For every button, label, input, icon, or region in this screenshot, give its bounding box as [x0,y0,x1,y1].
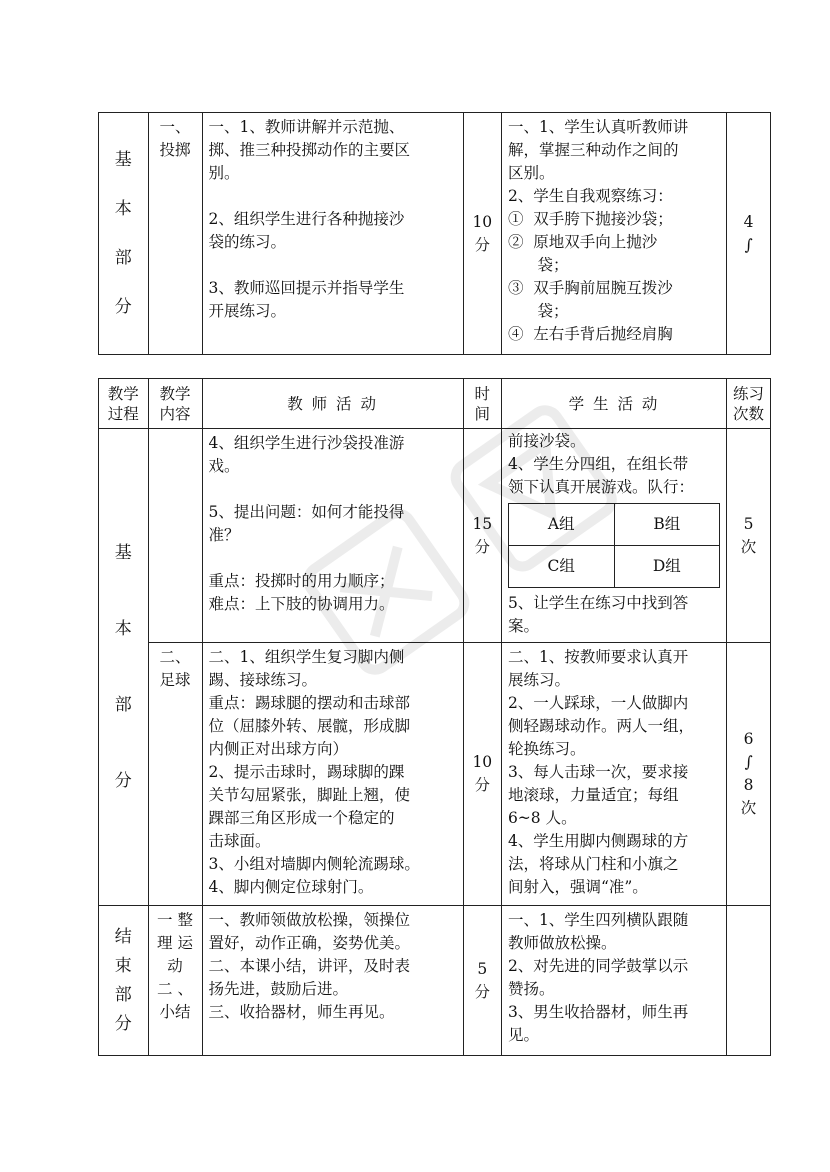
section-char: 束 [114,955,132,976]
header-text: 教 师 活 动 [287,394,378,413]
content-cell [148,643,202,906]
time-value: 10 [472,753,493,771]
student-line: 3、每人击球一次，要求接 [507,763,689,781]
teacher-line: 三、收拾器材，师生再见。 [208,1003,395,1021]
student-activity-cell [501,429,726,643]
teacher-line: 一、1、教师讲解并示范抛、 [208,118,405,136]
teacher-line: 5、提出问题：如何才能投得 [208,503,405,521]
reps-value: 6 [743,730,754,748]
header-row [99,379,771,429]
content-line: 一、 [159,118,191,136]
reps-cell [727,643,771,906]
teacher-line: 戏。 [208,457,240,475]
student-line: 见。 [507,1026,539,1044]
reps-value: ∫ [744,235,753,254]
student-line: 2、一人踩球，一人做脚内 [507,694,689,712]
teacher-line: 重点：投掷时的用力顺序； [208,572,395,590]
student-line: 案。 [507,617,539,635]
section-char: 部 [114,984,132,1005]
student-activity-cell [501,113,726,355]
teacher-activity-cell [202,429,463,643]
teacher-activity-cell [202,906,463,1056]
group-b-cell: B组 [614,504,720,546]
group-c-cell: C组 [508,546,614,588]
teacher-line: 踢、接球练习。 [208,671,318,689]
header-text: 间 [474,404,491,423]
section-cell [99,113,149,355]
student-line: 领下认真开展游戏。队行： [507,478,694,496]
time-value: 5 [477,959,488,978]
reps-value: 次 [740,537,757,556]
reps-value: ∫ [744,753,753,771]
header-text: 学 生 活 动 [568,394,660,413]
group-formation-table [508,503,720,588]
student-line: 解，掌握三种动作之间的 [507,141,679,159]
teacher-line: 位（屈膝外转、展髋，形成脚 [208,717,411,735]
header-text: 教学 [107,384,139,403]
section-char: 结 [114,926,132,947]
teacher-line: 准？ [208,526,240,544]
teacher-line: 开展练习。 [208,302,287,320]
reps-cell [727,113,771,355]
student-line: 区别。 [507,164,555,182]
student-line: 2、学生自我观察练习： [507,187,673,205]
student-line: 一、1、学生四列横队跟随 [507,911,689,929]
time-unit: 分 [474,235,491,254]
header-content [148,379,202,429]
content-line: 一 整 [157,911,193,929]
student-line: 5、让学生在练习中找到答 [507,594,689,612]
teacher-line: 二、本课小结，讲评，及时表 [208,957,411,975]
content-line: 足球 [159,671,191,689]
header-text: 次数 [733,404,765,423]
header-text: 内容 [159,404,191,423]
time-value: 15 [472,514,493,533]
teacher-line: 3、教师巡回提示并指导学生 [208,279,405,297]
section-char: 分 [114,1013,132,1034]
group-d-cell: D组 [614,546,720,588]
lesson-table-part2 [98,378,771,1056]
group-a-cell: A组 [508,504,614,546]
teacher-line: 重点：踢球腿的摆动和击球部 [208,694,411,712]
lesson-table-part1 [98,112,771,355]
student-line: 间射入，强调“准”。 [507,878,648,896]
table-row [99,429,771,643]
student-line: 3、男生收拾器材，师生再 [507,1003,689,1021]
teacher-line: 3、小组对墙脚内侧轮流踢球。 [208,855,420,873]
content-line: 动 [167,957,183,975]
teacher-line: 4、脚内侧定位球射门。 [208,878,374,896]
time-cell [463,643,501,906]
teacher-line: 4、组织学生进行沙袋投准游 [208,434,405,452]
header-text: 教学 [159,384,191,403]
section-char: 分 [114,296,132,317]
section-char: 基 [114,149,132,170]
time-cell [463,906,501,1056]
header-text: 时 [474,384,491,403]
time-cell [463,113,501,355]
student-activity-cell [501,643,726,906]
teacher-activity-cell [202,113,463,355]
reps-value: 4 [743,212,754,231]
time-unit: 分 [474,537,491,556]
teacher-line: 2、提示击球时，踢球脚的踝 [208,763,405,781]
table-row [99,113,771,355]
teacher-activity-cell [202,643,463,906]
content-line: 投掷 [159,141,191,159]
content-cell [148,906,202,1056]
reps-value: 8 [743,776,754,794]
student-line: ① 双手胯下抛接沙袋； [507,210,673,228]
header-teacher [202,379,463,429]
content-line: 二、 [159,648,191,666]
time-unit: 分 [474,776,491,794]
teacher-line: 袋的练习。 [208,233,287,251]
teacher-line: 踝部三角区形成一个稳定的 [208,809,395,827]
teacher-line: 击球面。 [208,832,271,850]
student-line: 轮换练习。 [507,740,586,758]
student-line: 袋； [507,302,569,320]
header-student [501,379,726,429]
teacher-line: 关节勾屈紧张，脚趾上翘，使 [208,786,411,804]
content-line: 二 、 [157,980,193,998]
table-row [99,906,771,1056]
teacher-line: 别。 [208,164,240,182]
student-line: 4、学生用脚内侧踢球的方 [507,832,689,850]
student-line: 教师做放松操。 [507,934,617,952]
student-line: 一、1、学生认真听教师讲 [507,118,689,136]
content-line: 小结 [159,1003,191,1021]
student-line: 4、学生分四组，在组长带 [507,455,689,473]
section-cell [99,906,149,1056]
student-line: 地滚球，力量适宜；每组 [507,786,679,804]
reps-value: 次 [740,799,757,817]
student-line: 2、对先进的同学鼓掌以示 [507,957,689,975]
reps-cell [727,906,771,1056]
content-cell [148,113,202,355]
teacher-line: 2、组织学生进行各种抛接沙 [208,210,405,228]
student-line: 赞扬。 [507,980,555,998]
header-text: 过程 [107,404,139,423]
teacher-line: 难点：上下肢的协调用力。 [208,595,395,613]
teacher-line: 置好，动作正确，姿势优美。 [208,934,411,952]
section-char: 本 [114,198,132,219]
time-value: 10 [472,212,493,231]
header-time [463,379,501,429]
section-char: 部 [114,695,132,715]
student-line: 法，将球从门柱和小旗之 [507,855,679,873]
student-line: ④ 左右手背后抛经肩胸 [507,325,673,343]
section-char: 部 [114,247,132,268]
student-line: 二、1、按教师要求认真开 [507,648,689,666]
section-char: 基 [114,543,132,563]
content-line: 理 运 [157,934,193,952]
student-line: 前接沙袋。 [507,432,586,450]
section-char: 本 [114,619,132,639]
teacher-line: 内侧正对出球方向） [208,740,349,758]
student-line: 展练习。 [507,671,570,689]
header-process [99,379,149,429]
section-cell [99,429,149,906]
section-char: 分 [114,771,132,791]
table-row [99,643,771,906]
time-cell [463,429,501,643]
content-cell [148,429,202,643]
student-line: 侧轻踢球动作。两人一组， [507,717,694,735]
teacher-line: 二、1、组织学生复习脚内侧 [208,648,405,666]
header-text: 练习 [733,384,765,403]
student-line: ② 原地双手向上抛沙 [507,233,658,251]
student-line: 6~8 人。 [507,809,577,827]
header-reps [727,379,771,429]
teacher-line: 扬先进，鼓励后进。 [208,980,349,998]
teacher-line: 掷、推三种投掷动作的主要区 [208,141,411,159]
reps-cell [727,429,771,643]
teacher-line: 一、教师领做放松操，领操位 [208,911,411,929]
student-activity-cell [501,906,726,1056]
student-line: 袋； [507,256,569,274]
reps-value: 5 [743,514,754,533]
time-unit: 分 [474,982,491,1001]
student-line: ③ 双手胸前屈腕互拨沙 [507,279,673,297]
